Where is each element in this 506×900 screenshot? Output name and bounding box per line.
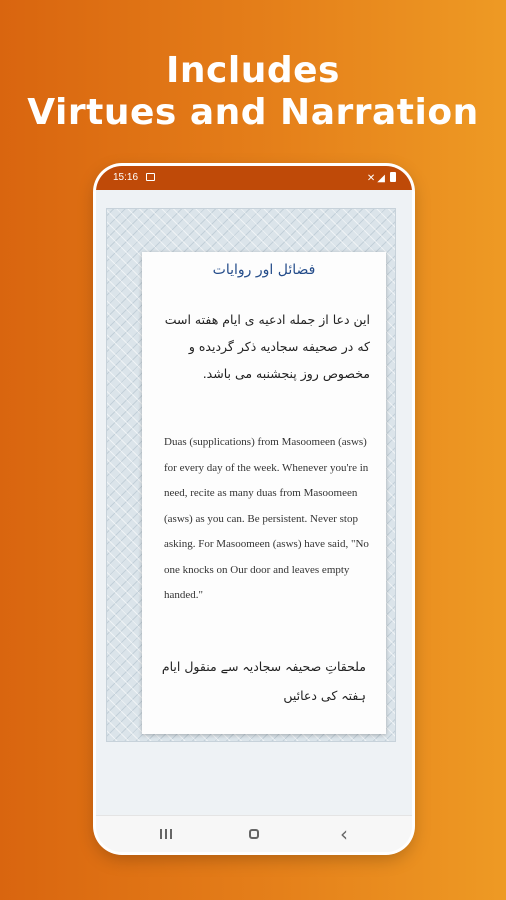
headline-line-1: Includes	[166, 50, 340, 91]
home-icon	[249, 829, 259, 839]
page-title: فضائل اور روایات	[212, 262, 316, 278]
status-time: 15:16	[113, 172, 139, 183]
text-card	[142, 252, 386, 734]
persian-paragraph: این دعا از جمله ادعیه ی ایام هفته است که در صحیفه سجادیه ذکر گردیده و مخصوص روز پنجشنبه می باشد.	[164, 312, 370, 381]
home-button[interactable]	[239, 824, 269, 844]
status-icons	[367, 172, 396, 184]
english-paragraph: Duas (supplications) from Masoomeen (asws) for every day of the week. Whenever you're in need, recite as many duas from Masoomeen (asws) as you can. Be persistent. Never stop asking. For Masoomeen (asws) have said, "No one knocks on Our door and leaves empty handed."	[164, 436, 369, 601]
recent-apps-button[interactable]	[151, 824, 181, 844]
back-icon: ‹	[340, 822, 348, 846]
urdu-paragraph: ملحقاتِ صحیفہ سجادیہ سے منقول ایام ہفتہ کی دعائیں	[161, 659, 366, 703]
promo-headline	[0, 50, 506, 134]
image-icon	[146, 173, 155, 181]
mute-icon: ✕	[366, 173, 378, 184]
recent-apps-icon	[160, 829, 172, 839]
navigation-bar	[96, 815, 412, 852]
back-button[interactable]	[329, 824, 359, 844]
app-content[interactable]	[96, 190, 412, 820]
signal-icon: ◢	[377, 173, 387, 184]
battery-icon	[390, 172, 396, 182]
headline-line-2: Virtues and Narration	[27, 92, 479, 133]
phone-frame	[96, 166, 412, 852]
decorative-pattern-frame	[106, 208, 396, 742]
status-bar	[96, 166, 412, 190]
